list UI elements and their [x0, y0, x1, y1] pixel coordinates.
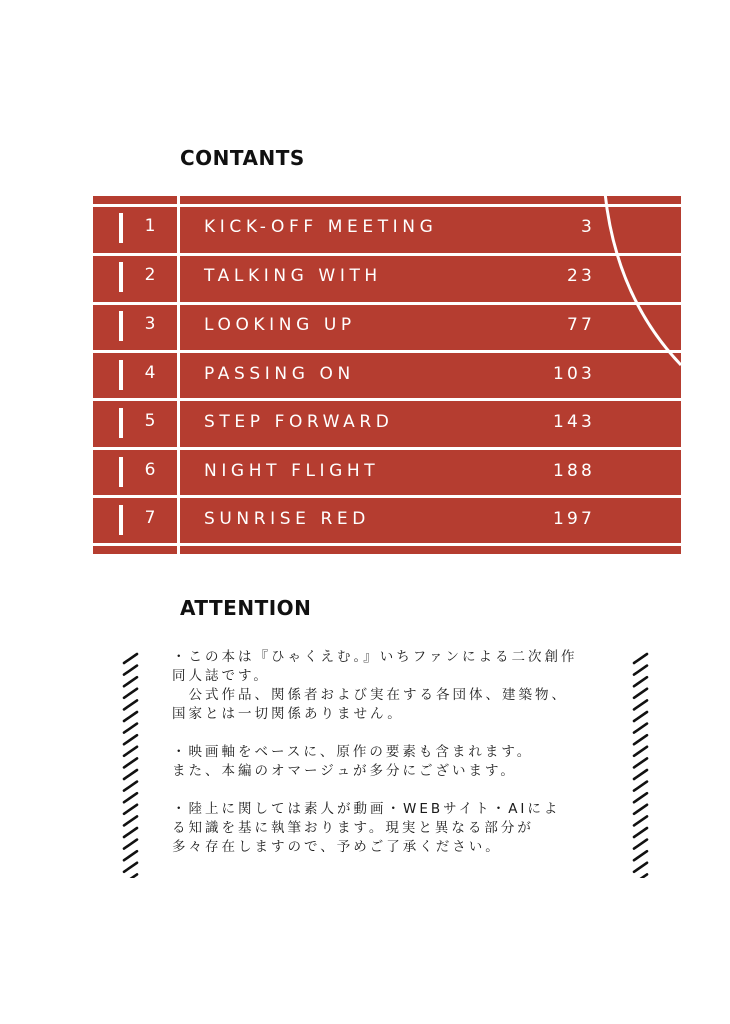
chapter-title: NIGHT FLIGHT: [204, 461, 380, 481]
chapter-number: 3: [144, 314, 156, 334]
notice-line: 国家とは一切関係ありません。: [172, 706, 404, 722]
hazard-stripe: [124, 851, 137, 860]
hazard-stripe: [124, 712, 137, 721]
chapter-title: PASSING ON: [204, 364, 355, 384]
hazard-stripe: [124, 724, 137, 733]
notice-line: ・映画軸をベースに、原作の要素も含まれます。: [172, 744, 534, 760]
hazard-stripe: [124, 735, 137, 744]
hazard-stripe: [124, 840, 137, 849]
toc-row[interactable]: [93, 400, 681, 446]
chapter-page: 3: [580, 217, 595, 237]
hazard-stripe: [634, 863, 647, 872]
lane-marker: [119, 311, 123, 341]
hazard-stripe: [634, 654, 647, 663]
hazard-stripe: [634, 735, 647, 744]
chapter-title: LOOKING UP: [204, 315, 356, 335]
attention-notice: [172, 648, 612, 857]
chapter-number: 4: [144, 363, 156, 383]
notice-line: る知識を基に執筆おります。現実と異なる部分が: [172, 820, 534, 836]
toc-row[interactable]: [93, 254, 681, 300]
hazard-stripe: [634, 816, 647, 825]
hazard-stripe: [634, 851, 647, 860]
hazard-stripe: [634, 747, 647, 756]
chapter-number: 1: [144, 216, 156, 236]
chapter-title: TALKING WITH: [204, 266, 382, 286]
contents-heading: CONTANTS: [180, 146, 305, 170]
chapter-number: 7: [144, 508, 156, 528]
hazard-stripe: [124, 770, 137, 779]
toc-row[interactable]: [93, 303, 681, 349]
notice-line: 公式作品、関係者および実在する各団体、建築物、: [172, 687, 568, 703]
notice-line: 多々存在しますので、予めご了承ください。: [172, 839, 502, 855]
chapter-number: 5: [144, 411, 156, 431]
paragraph-gap: [172, 781, 612, 800]
notice-line: ・この本は『ひゃくえむ。』いちファンによる二次創作: [172, 649, 578, 665]
hazard-stripe: [634, 758, 647, 767]
hazard-stripe: [634, 712, 647, 721]
chapter-page: 103: [552, 364, 595, 384]
chapter-page: 143: [552, 412, 595, 432]
hazard-stripe: [634, 782, 647, 791]
hazard-stripe: [634, 770, 647, 779]
notice-line: ・陸上に関しては素人が動画・WEBサイト・AIによ: [172, 801, 561, 817]
hazard-stripe: [124, 700, 137, 709]
chapter-title: SUNRISE RED: [204, 509, 370, 529]
toc-row[interactable]: [93, 449, 681, 495]
hazard-stripe: [634, 677, 647, 686]
chapter-title: STEP FORWARD: [204, 412, 394, 432]
hazard-stripe: [124, 758, 137, 767]
notice-line: 同人誌です。: [172, 668, 270, 684]
hazard-stripe: [124, 793, 137, 802]
toc-row[interactable]: [93, 497, 681, 543]
hazard-stripe: [634, 666, 647, 675]
hazard-stripes-right: [631, 650, 651, 878]
hazard-stripe: [634, 840, 647, 849]
chapter-title: KICK-OFF MEETING: [204, 217, 438, 237]
hazard-stripe: [124, 805, 137, 814]
hazard-stripe: [124, 782, 137, 791]
lane-marker: [119, 213, 123, 243]
hazard-stripe: [124, 816, 137, 825]
attention-heading: ATTENTION: [180, 596, 312, 620]
chapter-page: 77: [566, 315, 595, 335]
hazard-stripes-left: [121, 650, 141, 878]
lane-marker: [119, 505, 123, 535]
hazard-stripe: [634, 689, 647, 698]
chapter-page: 188: [552, 461, 595, 481]
hazard-stripe: [124, 677, 137, 686]
lane-marker: [119, 408, 123, 438]
hazard-stripe: [124, 654, 137, 663]
chapter-number: 6: [144, 460, 156, 480]
running-track-table-of-contents: [93, 193, 681, 554]
hazard-stripe: [634, 828, 647, 837]
paragraph-gap: [172, 724, 612, 743]
hazard-stripe: [124, 828, 137, 837]
toc-row[interactable]: [93, 205, 681, 251]
hazard-stripe: [634, 700, 647, 709]
hazard-stripe: [634, 793, 647, 802]
lane-marker: [119, 262, 123, 292]
lane-marker: [119, 360, 123, 390]
hazard-stripe: [634, 874, 647, 878]
hazard-stripe: [124, 689, 137, 698]
hazard-stripe: [634, 805, 647, 814]
chapter-number: 2: [144, 265, 156, 285]
toc-row[interactable]: [93, 352, 681, 398]
hazard-stripe: [124, 666, 137, 675]
hazard-stripe: [124, 874, 137, 878]
hazard-stripe: [634, 724, 647, 733]
lane-marker: [119, 457, 123, 487]
hazard-stripe: [124, 863, 137, 872]
notice-line: また、本編のオマージュが多分にございます。: [172, 763, 517, 779]
chapter-page: 197: [552, 509, 595, 529]
chapter-page: 23: [566, 266, 595, 286]
hazard-stripe: [124, 747, 137, 756]
